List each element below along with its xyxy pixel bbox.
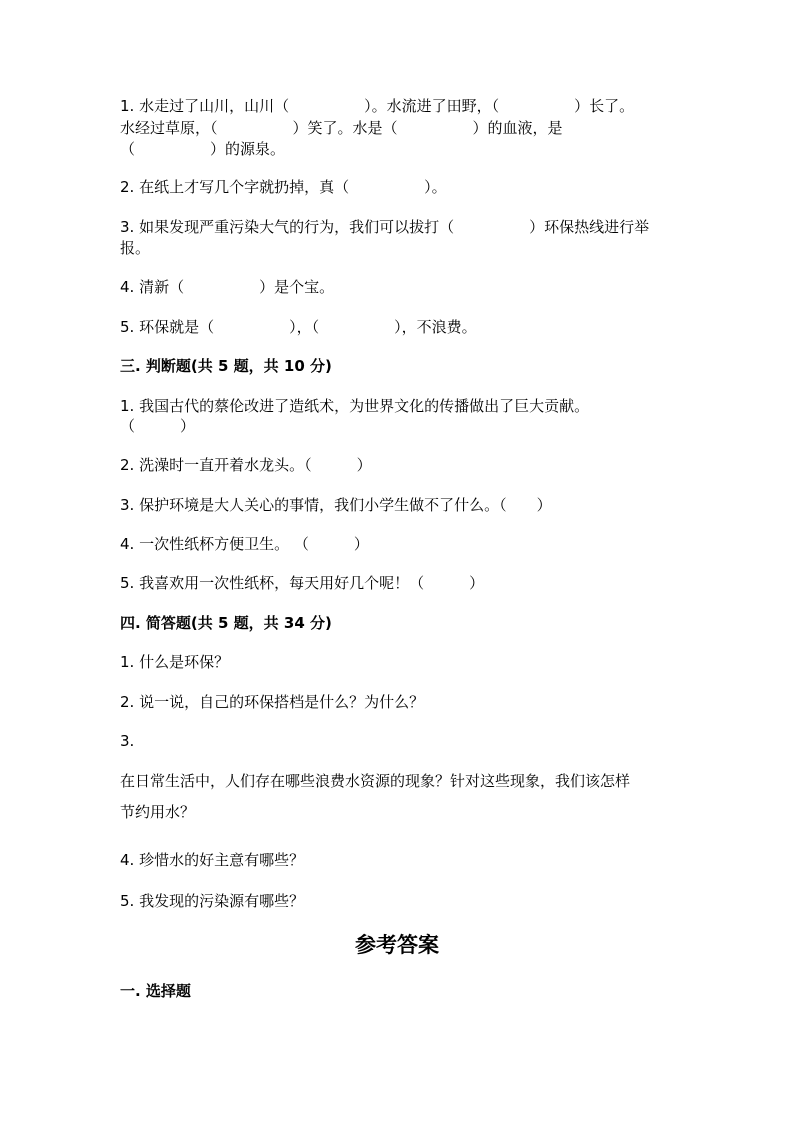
fill-q4: 4. 清新（ ）是个宝。 bbox=[120, 278, 335, 296]
fill-q5: 5. 环保就是（ ），（ ），不浪费。 bbox=[120, 318, 477, 336]
fill-q1-line3: （ ）的源泉。 bbox=[120, 140, 286, 158]
short-q3-line1: 在日常生活中，人们存在哪些浪费水资源的现象？针对这些现象，我们该怎样 bbox=[120, 772, 631, 790]
fill-q1-line1: 1. 水走过了山川，山川（ ）。水流进了田野，（ ）长了。 bbox=[120, 97, 635, 115]
answers-title: 参考答案 bbox=[355, 933, 439, 957]
short-q3-number: 3. bbox=[120, 732, 135, 750]
fill-q2: 2. 在纸上才写几个字就扔掉，真（ ）。 bbox=[120, 178, 447, 196]
answers-section1-heading: 一. 选择题 bbox=[120, 982, 191, 1000]
fill-q1-line2: 水经过草原，（ ）笑了。水是（ ）的血液，是 bbox=[120, 119, 563, 137]
judge-q3: 3. 保护环境是大人关心的事情，我们小学生做不了什么。（ ） bbox=[120, 496, 552, 514]
judge-q5: 5. 我喜欢用一次性纸杯，每天用好几个呢！（ ） bbox=[120, 574, 485, 592]
fill-q3-line2: 报。 bbox=[120, 239, 151, 257]
short-q2: 2. 说一说，自己的环保搭档是什么？为什么？ bbox=[120, 693, 425, 711]
short-q4: 4. 珍惜水的好主意有哪些？ bbox=[120, 851, 305, 869]
judge-q1-line2: （ ） bbox=[120, 417, 196, 435]
section3-heading: 三. 判断题(共 5 题，共 10 分) bbox=[120, 357, 332, 375]
section4-heading: 四. 简答题(共 5 题，共 34 分) bbox=[120, 614, 332, 632]
judge-q4: 4. 一次性纸杯方便卫生。 （ ） bbox=[120, 535, 369, 553]
fill-q3-line1: 3. 如果发现严重污染大气的行为，我们可以拔打（ ）环保热线进行举 bbox=[120, 218, 650, 236]
judge-q1-line1: 1. 我国古代的蔡伦改进了造纸术，为世界文化的传播做出了巨大贡献。 bbox=[120, 397, 590, 415]
short-q3-line2: 节约用水？ bbox=[120, 803, 196, 821]
short-q5: 5. 我发现的污染源有哪些？ bbox=[120, 892, 305, 910]
judge-q2: 2. 洗澡时一直开着水龙头。（ ） bbox=[120, 456, 372, 474]
short-q1: 1. 什么是环保？ bbox=[120, 653, 230, 671]
